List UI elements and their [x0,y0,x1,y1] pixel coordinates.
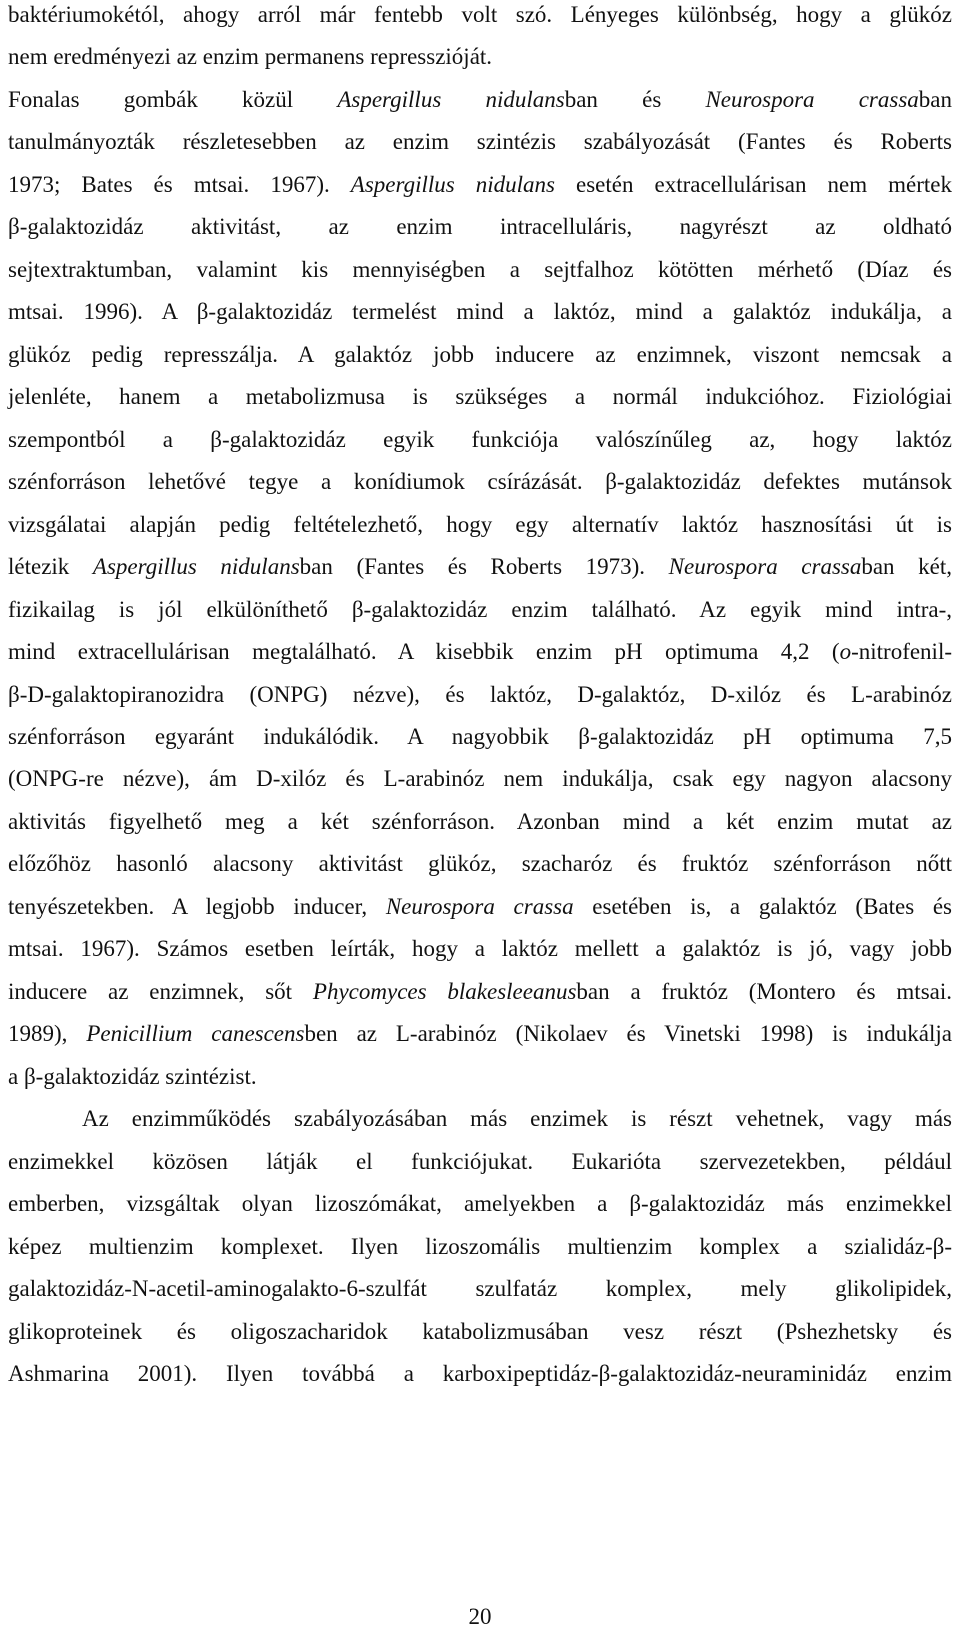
text-run: ban (Fantes és Roberts 1973). [299,554,669,579]
text-line [8,297,952,327]
text-run: aktivitás figyelhető meg a két szénforráson. Azonban mind a két enzim mutat az [8,809,952,834]
italic-text: Neurospora crassa [668,554,862,579]
italic-text: Neurospora crassa [385,894,574,919]
text-run: 1989), [8,1021,87,1046]
text-run: Fonalas gombák közül [8,87,338,112]
text-run: fizikailag is jól elkülöníthető β-galaktozidáz enzim található. Az egyik mind intra-, [8,597,952,622]
italic-text: Penicillium canescens [86,1021,305,1046]
text-run: ban [918,87,952,112]
text-line [8,552,952,582]
text-line [8,255,952,285]
text-line [8,595,952,625]
text-line [8,510,952,540]
text-line [8,764,952,794]
text-run: tanulmányozták részletesebben az enzim szintézis szabályozását (Fantes és Roberts [8,129,952,154]
text-line [8,1317,952,1347]
italic-text: Neurospora crassa [705,87,919,112]
text-run: inducere az enzimnek, sőt [8,979,313,1004]
text-run: ban a fruktóz (Montero és mtsai. [576,979,952,1004]
text-line [8,127,952,157]
text-run: jelenléte, hanem a metabolizmusa is szükséges a normál indukcióhoz. Fiziológiai [8,384,952,409]
text-line [8,1232,952,1262]
text-run: β-D-galaktopiranozidra (ONPG) nézve), és laktóz, D-galaktóz, D-xilóz és L-arabinóz [8,682,952,707]
text-line [8,1274,952,1304]
text-run: esetén extracellulárisan nem mértek [554,172,952,197]
text-line [8,1147,952,1177]
text-line [8,892,952,922]
text-run: mtsai. 1967). Számos esetben leírták, hogy a laktóz mellett a galaktóz is jó, vagy jobb [8,936,952,961]
text-line [8,1062,952,1092]
text-run: esetében is, a galaktóz (Bates és [573,894,953,919]
text-run: tenyészetekben. A legjobb inducer, [8,894,386,919]
text-run: előzőhöz hasonló alacsony aktivitást glükóz, szacharóz és fruktóz szénforráson nőtt [8,851,952,876]
italic-text: Aspergillus nidulans [337,87,565,112]
text-run: sejtextraktumban, valamint kis mennyiségben a sejtfalhoz kötötten mérhető (Díaz és [8,257,952,282]
page-number: 20 [468,1604,492,1629]
text-line [8,212,952,242]
text-line [82,1104,952,1134]
text-line [8,1019,952,1049]
text-run: ban és [564,87,706,112]
text-run: létezik [8,554,93,579]
text-run: emberben, vizsgáltak olyan lizoszómákat, amelyekben a β-galaktozidáz más enzimekkel [8,1191,952,1216]
text-run: (ONPG-re nézve), ám D-xilóz és L-arabinóz nem indukálja, csak egy nagyon alacsony [8,766,952,791]
text-run: képez multienzim komplexet. Ilyen lizoszomális multienzim komplex a szialidáz-β- [8,1234,952,1259]
italic-text: Aspergillus nidulans [350,172,555,197]
text-run: Az enzimműködés szabályozásában más enzimek is részt vehetnek, vagy más [82,1106,952,1131]
text-run: glikoproteinek és oligoszacharidok katabolizmusában vesz részt (Pshezhetsky és [8,1319,952,1344]
italic-text: Aspergillus nidulans [92,554,300,579]
text-run: szénforráson egyaránt indukálódik. A nagyobbik β-galaktozidáz pH optimuma 7,5 [8,724,952,749]
text-line [8,382,952,412]
text-line [8,42,952,72]
text-line [8,637,952,667]
text-line [8,467,952,497]
text-line [8,0,952,30]
text-line [8,977,952,1007]
text-run: szénforráson lehetővé tegye a konídiumok csírázását. β-galaktozidáz defektes mutánsok [8,469,952,494]
text-run: β-galaktozidáz aktivitást, az enzim intracelluláris, nagyrészt az oldható [8,214,952,239]
text-line [8,680,952,710]
text-line [8,340,952,370]
text-line [8,1189,952,1219]
text-run: nem eredményezi az enzim permanens represszióját. [8,44,493,69]
text-run: glükóz pedig represszálja. A galaktóz jobb inducere az enzimnek, viszont nemcsak a [8,342,952,367]
text-run: a β-galaktozidáz szintézist. [8,1064,257,1089]
italic-text: Phycomyces blakesleeanus [312,979,577,1004]
text-run: Ashmarina 2001). Ilyen továbbá a karboxipeptidáz-β-galaktozidáz-neuraminidáz enzim [8,1361,952,1386]
text-line [8,934,952,964]
text-run: mind extracellulárisan megtalálható. A kisebbik enzim pH optimuma 4,2 ( [8,639,840,664]
text-line [8,849,952,879]
text-line [8,425,952,455]
text-line [8,1359,952,1389]
text-run: ben az L-arabinóz (Nikolaev és Vinetski 1998) is indukálja [304,1021,952,1046]
text-run: baktériumokétól, ahogy arról már fentebb volt szó. Lényeges különbség, hogy a glükóz [8,2,952,27]
text-run: vizsgálatai alapján pedig feltételezhető, hogy egy alternatív laktóz hasznosítási út is [8,512,952,537]
text-run: -nitrofenil- [851,639,952,664]
text-run: 1973; Bates és mtsai. 1967). [8,172,351,197]
text-line [8,807,952,837]
italic-text: o [839,639,852,664]
text-run: mtsai. 1996). A β-galaktozidáz termelést mind a laktóz, mind a galaktóz indukálja, a [8,299,952,324]
text-line [8,85,952,115]
text-line [8,722,952,752]
text-line [8,170,952,200]
text-run: enzimekkel közösen látják el funkciójukat. Eukarióta szervezetekben, például [8,1149,952,1174]
text-run: szempontból a β-galaktozidáz egyik funkciója valószínűleg az, hogy laktóz [8,427,952,452]
text-run: galaktozidáz-N-acetil-aminogalakto-6-szulfát szulfatáz komplex, mely glikolipidek, [8,1276,952,1301]
text-run: ban két, [861,554,952,579]
